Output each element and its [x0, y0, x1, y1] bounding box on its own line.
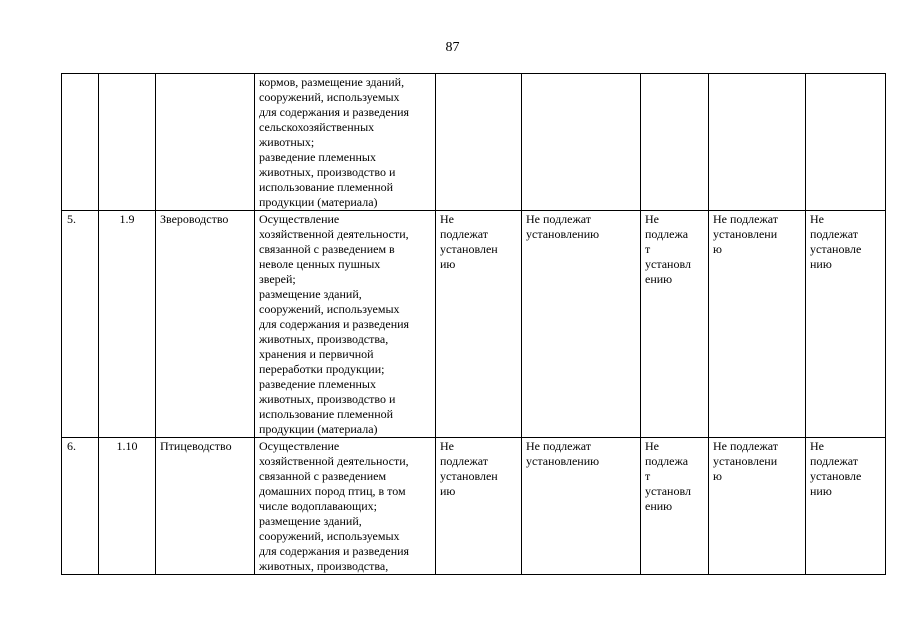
param-cell: Не подлежат установлению — [522, 438, 641, 575]
param-cell: Не подлежат установлени ю — [709, 211, 806, 438]
param-cell: Не подлежат установлению — [522, 211, 641, 438]
page-number: 87 — [445, 40, 460, 55]
row-number-cell: 5. — [62, 211, 99, 438]
param-cell — [436, 74, 522, 211]
description-cell: кормов, размещение зданий, сооружений, используемых для содержания и разведения сельскохозяйственных животных; разведение племенных животных, производство и использование племенной продукции (материала) — [255, 74, 436, 211]
row-number-cell: 6. — [62, 438, 99, 575]
param-cell — [709, 74, 806, 211]
code-cell: 1.9 — [99, 211, 156, 438]
description-cell: Осуществление хозяйственной деятельности, связанной с разведением в неволе ценных пушных зверей; размещение зданий, сооружений, используемых для содержания и разведения животных, производства, хранения и первичной переработки продукции; разведение племенных животных, производство и использование племенной продукции (материала) — [255, 211, 436, 438]
param-cell — [522, 74, 641, 211]
code-cell — [99, 74, 156, 211]
table-row — [62, 438, 886, 575]
row-number-cell — [62, 74, 99, 211]
use-name-cell: Звероводство — [156, 211, 255, 438]
param-cell: Не подлежат установле нию — [806, 211, 886, 438]
table-row — [62, 74, 886, 211]
regulations-table — [61, 73, 886, 575]
table-row — [62, 211, 886, 438]
param-cell: Не подлежа т установл ению — [641, 211, 709, 438]
param-cell — [641, 74, 709, 211]
use-name-cell: Птицеводство — [156, 438, 255, 575]
use-name-cell — [156, 74, 255, 211]
param-cell: Не подлежа т установл ению — [641, 438, 709, 575]
code-cell: 1.10 — [99, 438, 156, 575]
description-cell: Осуществление хозяйственной деятельности, связанной с разведением домашних пород птиц, в том числе водоплавающих; размещение зданий, сооружений, используемых для содержания и разведения животных, производства, — [255, 438, 436, 575]
param-cell: Не подлежат установлен ию — [436, 438, 522, 575]
param-cell: Не подлежат установле нию — [806, 438, 886, 575]
param-cell: Не подлежат установлен ию — [436, 211, 522, 438]
param-cell — [806, 74, 886, 211]
param-cell: Не подлежат установлени ю — [709, 438, 806, 575]
